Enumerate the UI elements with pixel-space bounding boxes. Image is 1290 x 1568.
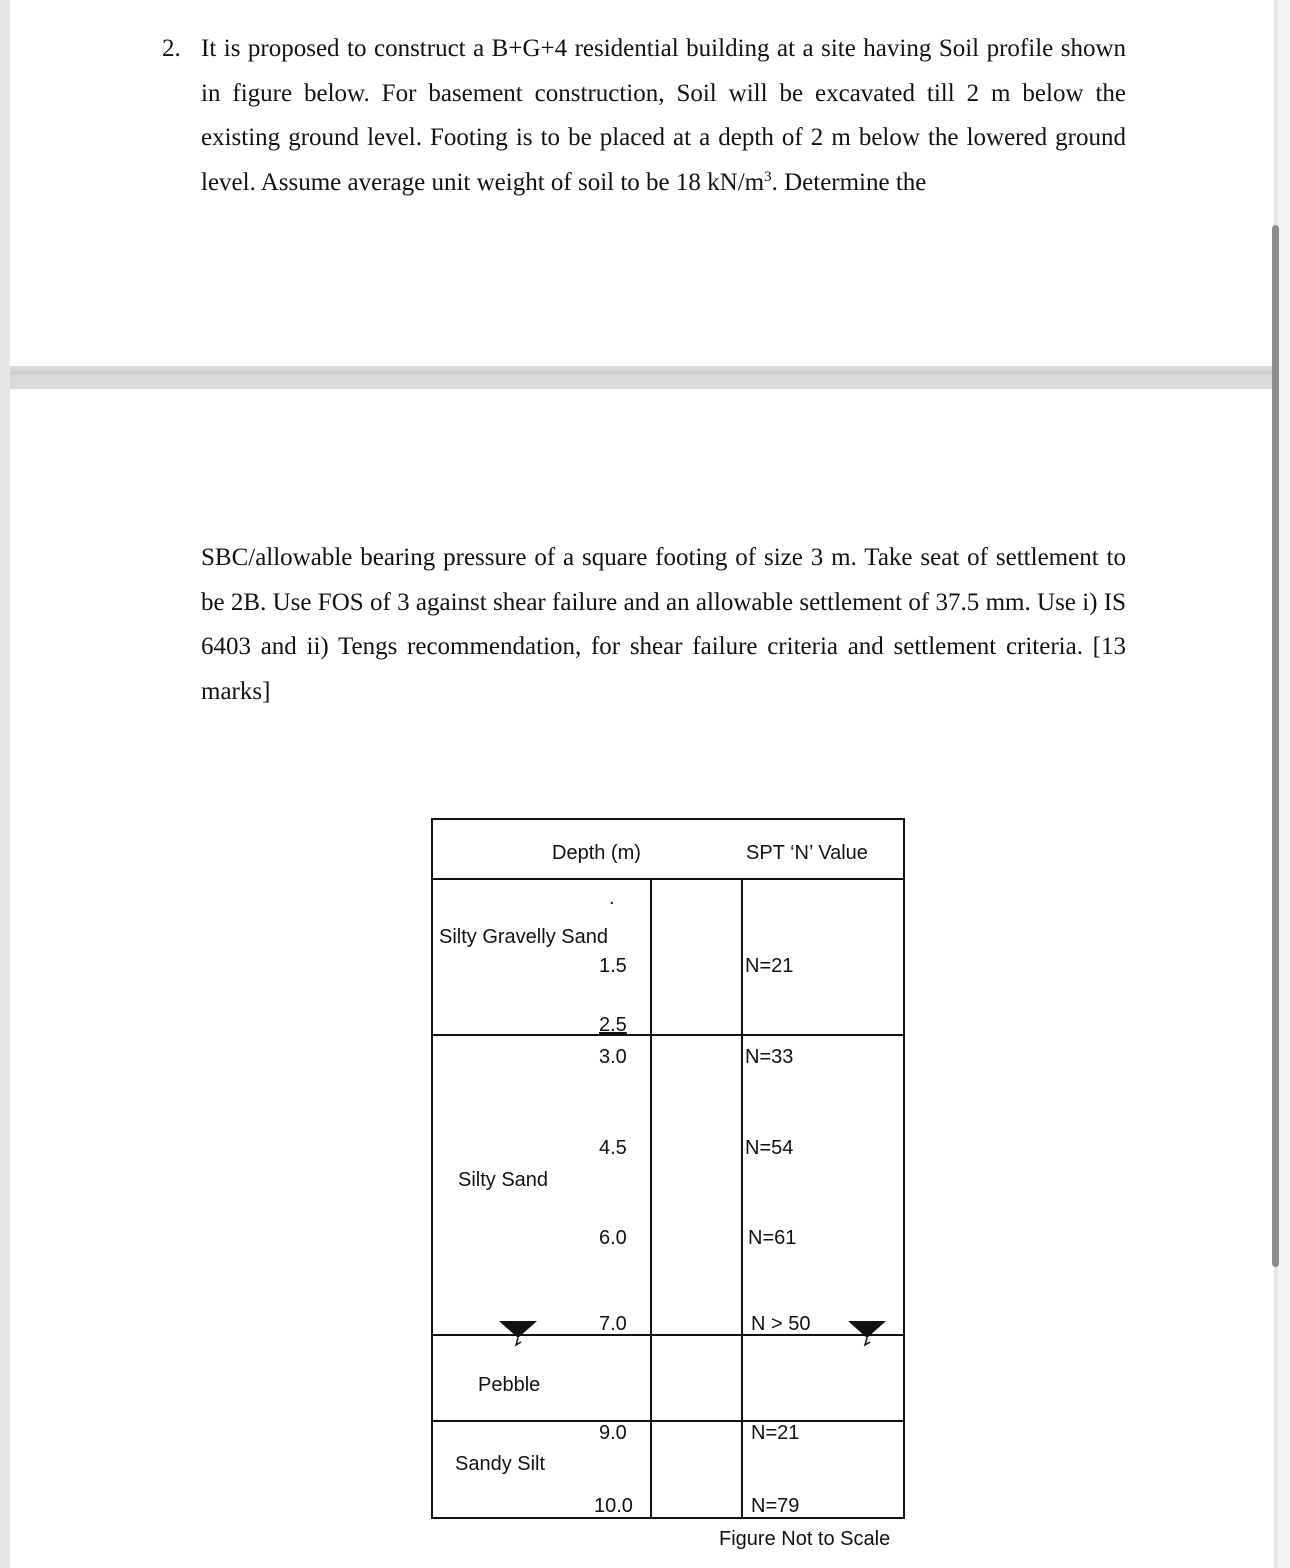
- depth-value: 7.0: [599, 1313, 627, 1335]
- table-border-bottom: [431, 1517, 905, 1519]
- question-text-part2: SBC/allowable bearing pressure of a square footing of size 3 m. Take seat of settlement to be 2B. Use FOS of 3 against shear failure and an allowable settlement of 37.5 mm. Use i) IS 6403 and ii) Tengs recommendation, for shear failure criteria and settlement criteria. [13 marks]: [201, 544, 1126, 705]
- table-border-top: [431, 818, 905, 820]
- column-divider-1: [650, 878, 652, 1519]
- depth-value: 2.5: [599, 1014, 627, 1036]
- layer-label: Silty Sand: [458, 1169, 549, 1191]
- depth-value: 4.5: [599, 1137, 627, 1159]
- depth-value: 10.0: [594, 1495, 633, 1517]
- spt-value: N=21: [751, 1422, 800, 1444]
- header-depth: Depth (m): [552, 842, 641, 864]
- spt-value: N=79: [751, 1495, 800, 1517]
- header-separator: [431, 878, 905, 880]
- spt-value: N=33: [745, 1046, 794, 1068]
- question-text-part1: It is proposed to construct a B+G+4 residential building at a site having Soil profile shown in figure below. For basement construction, Soil will be excavated till 2 m below the existing ground level. Footing is to be placed at a depth of 2 m below the lowered ground level. Assume average unit weight of soil to be 18 $kN/m^3$. Determine the: [201, 35, 1126, 196]
- layer-label: Sandy Silt: [455, 1453, 546, 1475]
- figure-caption: Figure Not to Scale: [719, 1528, 891, 1550]
- layer-boundary-3: [431, 1420, 905, 1422]
- layer-label: Silty Gravelly Sand: [439, 926, 608, 948]
- question-number: 2.: [162, 35, 181, 62]
- table-border-left: [431, 818, 433, 1519]
- spt-value: N=61: [748, 1227, 797, 1249]
- layer-boundary-1: [431, 1034, 905, 1036]
- depth-value: 9.0: [599, 1422, 627, 1444]
- question-marks: [13 marks]: [201, 633, 1126, 705]
- superscript: 3: [764, 168, 772, 185]
- dot-mark: .: [609, 887, 615, 909]
- water-table-icon: [497, 1318, 539, 1348]
- column-divider-2: [741, 878, 743, 1519]
- header-spt: SPT ‘N’ Value: [746, 842, 868, 864]
- spt-value: N > 50: [751, 1313, 811, 1335]
- spt-value: N=54: [745, 1137, 794, 1159]
- depth-value: 3.0: [599, 1046, 627, 1068]
- spt-value: N=21: [745, 955, 794, 977]
- table-border-right: [903, 818, 905, 1519]
- layer-label: Pebble: [478, 1374, 541, 1396]
- water-table-icon: [846, 1318, 888, 1348]
- depth-value: 1.5: [599, 955, 627, 977]
- depth-value: 6.0: [599, 1227, 627, 1249]
